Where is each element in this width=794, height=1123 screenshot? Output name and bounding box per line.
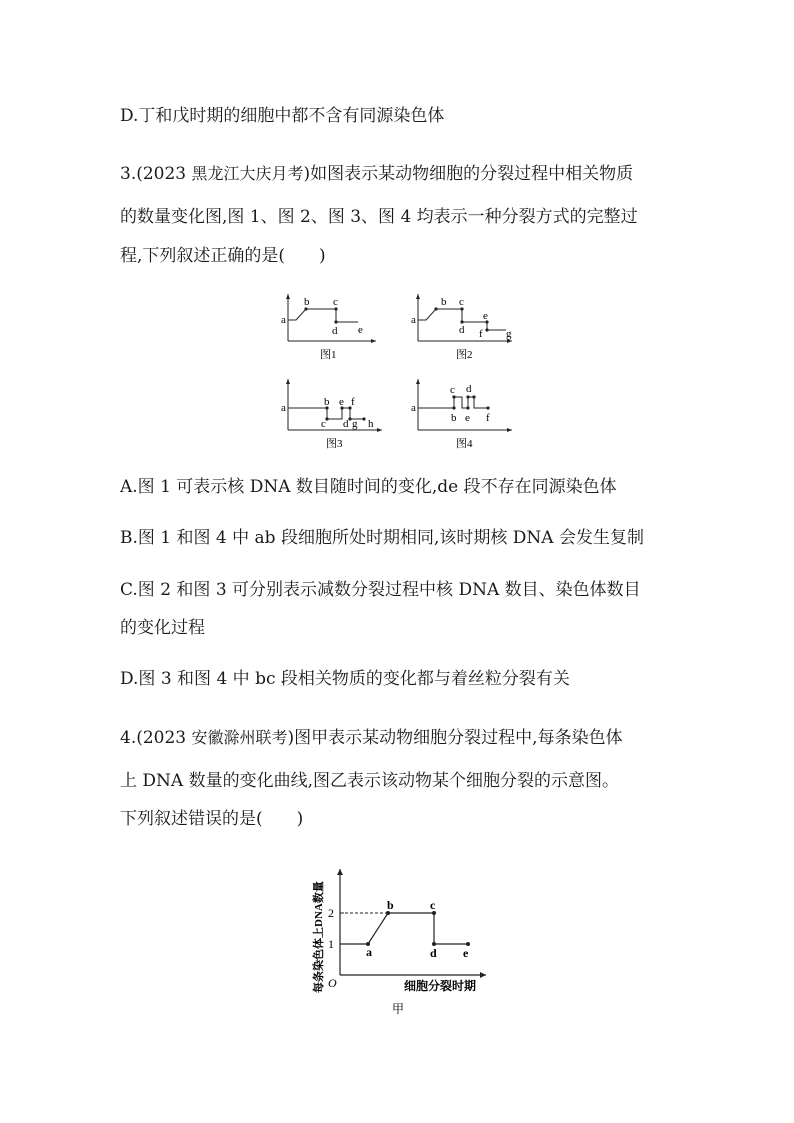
fig4-label-b: b bbox=[451, 412, 457, 424]
fig3-label-b: b bbox=[324, 396, 330, 408]
fig2-label-f: f bbox=[479, 328, 483, 340]
graph-point-e: e bbox=[463, 946, 469, 960]
graph-point-b: b bbox=[387, 898, 394, 912]
q4-stem-line3: 下列叙述错误的是( ) bbox=[120, 809, 304, 829]
fig3-caption: 图3 bbox=[326, 438, 343, 450]
fig2-label-g: g bbox=[506, 328, 512, 340]
q3-stem-line3: 程,下列叙述正确的是( ) bbox=[120, 246, 326, 266]
fig3-label-f: f bbox=[351, 396, 355, 408]
fig2-label-d: d bbox=[459, 324, 465, 336]
fig3-label-a: a bbox=[281, 402, 286, 414]
fig4-label-a: a bbox=[411, 402, 416, 414]
graph-xlabel: 细胞分裂时期 bbox=[404, 979, 477, 993]
fig2-caption: 图2 bbox=[456, 349, 473, 361]
fig1-label-e: e bbox=[358, 324, 363, 336]
q4-source: 安徽滁州联考 bbox=[191, 728, 288, 747]
fig1-label-a: a bbox=[281, 314, 286, 326]
fig1-label-c: c bbox=[333, 296, 338, 308]
q3-stem-line1 bbox=[120, 163, 633, 185]
figure-2 bbox=[408, 290, 518, 364]
graph-jia bbox=[300, 855, 500, 1020]
figure-1 bbox=[278, 290, 382, 364]
fig2-label-a: a bbox=[411, 314, 416, 326]
q3-source: 黑龙江大庆月考 bbox=[191, 164, 304, 183]
q3-option-c-line1: C.图 2 和图 3 可分别表示减数分裂过程中核 DNA 数目、染色体数目 bbox=[120, 580, 641, 600]
graph-point-c: c bbox=[430, 898, 436, 912]
q4-stem-line2: 上 DNA 数量的变化曲线,图乙表示该动物某个细胞分裂的示意图。 bbox=[120, 771, 619, 791]
q3-stem-rest: )如图表示某动物细胞的分裂过程中相关物质 bbox=[303, 164, 634, 184]
fig2-label-e: e bbox=[483, 310, 488, 322]
fig1-label-d: d bbox=[332, 325, 338, 337]
graph-ylabel: 每条染色体上DNA数量 bbox=[313, 881, 325, 993]
q3-option-a: A.图 1 可表示核 DNA 数目随时间的变化,de 段不存在同源染色体 bbox=[120, 477, 617, 497]
figure-4 bbox=[408, 373, 518, 453]
fig4-label-d: d bbox=[466, 383, 472, 395]
q3-option-c-line2: 的变化过程 bbox=[120, 618, 205, 638]
fig4-label-e: e bbox=[465, 412, 470, 424]
fig4-label-c: c bbox=[450, 384, 455, 396]
figure-3 bbox=[278, 373, 388, 453]
fig3-label-g: g bbox=[352, 418, 358, 430]
fig4-label-f: f bbox=[486, 412, 490, 424]
fig1-caption: 图1 bbox=[320, 349, 337, 361]
fig2-label-c: c bbox=[459, 296, 464, 308]
graph-origin: O bbox=[328, 976, 337, 990]
q3-option-b: B.图 1 和图 4 中 ab 段细胞所处时期相同,该时期核 DNA 会发生复制 bbox=[120, 528, 644, 548]
graph-point-a: a bbox=[366, 945, 372, 959]
q3-number: 3.(2023 bbox=[120, 164, 192, 184]
fig3-label-d: d bbox=[343, 418, 349, 430]
fig4-caption: 图4 bbox=[456, 438, 473, 450]
q4-number: 4.(2023 bbox=[120, 728, 192, 748]
q4-stem-line1 bbox=[120, 727, 623, 749]
graph-caption: 甲 bbox=[392, 1002, 405, 1016]
fig3-label-h: h bbox=[368, 418, 374, 430]
graph-ytick-2: 2 bbox=[328, 906, 334, 920]
fig3-label-e: e bbox=[339, 396, 344, 408]
graph-point-d: d bbox=[430, 946, 437, 960]
q2-option-d: D.丁和戊时期的细胞中都不含有同源染色体 bbox=[120, 106, 445, 126]
fig3-label-c: c bbox=[321, 418, 326, 430]
q3-stem-line2: 的数量变化图,图 1、图 2、图 3、图 4 均表示一种分裂方式的完整过 bbox=[120, 207, 638, 227]
q3-option-d: D.图 3 和图 4 中 bc 段相关物质的变化都与着丝粒分裂有关 bbox=[120, 669, 570, 689]
fig2-label-b: b bbox=[441, 296, 447, 308]
graph-ytick-1: 1 bbox=[328, 937, 334, 951]
fig1-label-b: b bbox=[304, 296, 310, 308]
q4-stem-rest: )图甲表示某动物细胞分裂过程中,每条染色体 bbox=[287, 728, 623, 748]
